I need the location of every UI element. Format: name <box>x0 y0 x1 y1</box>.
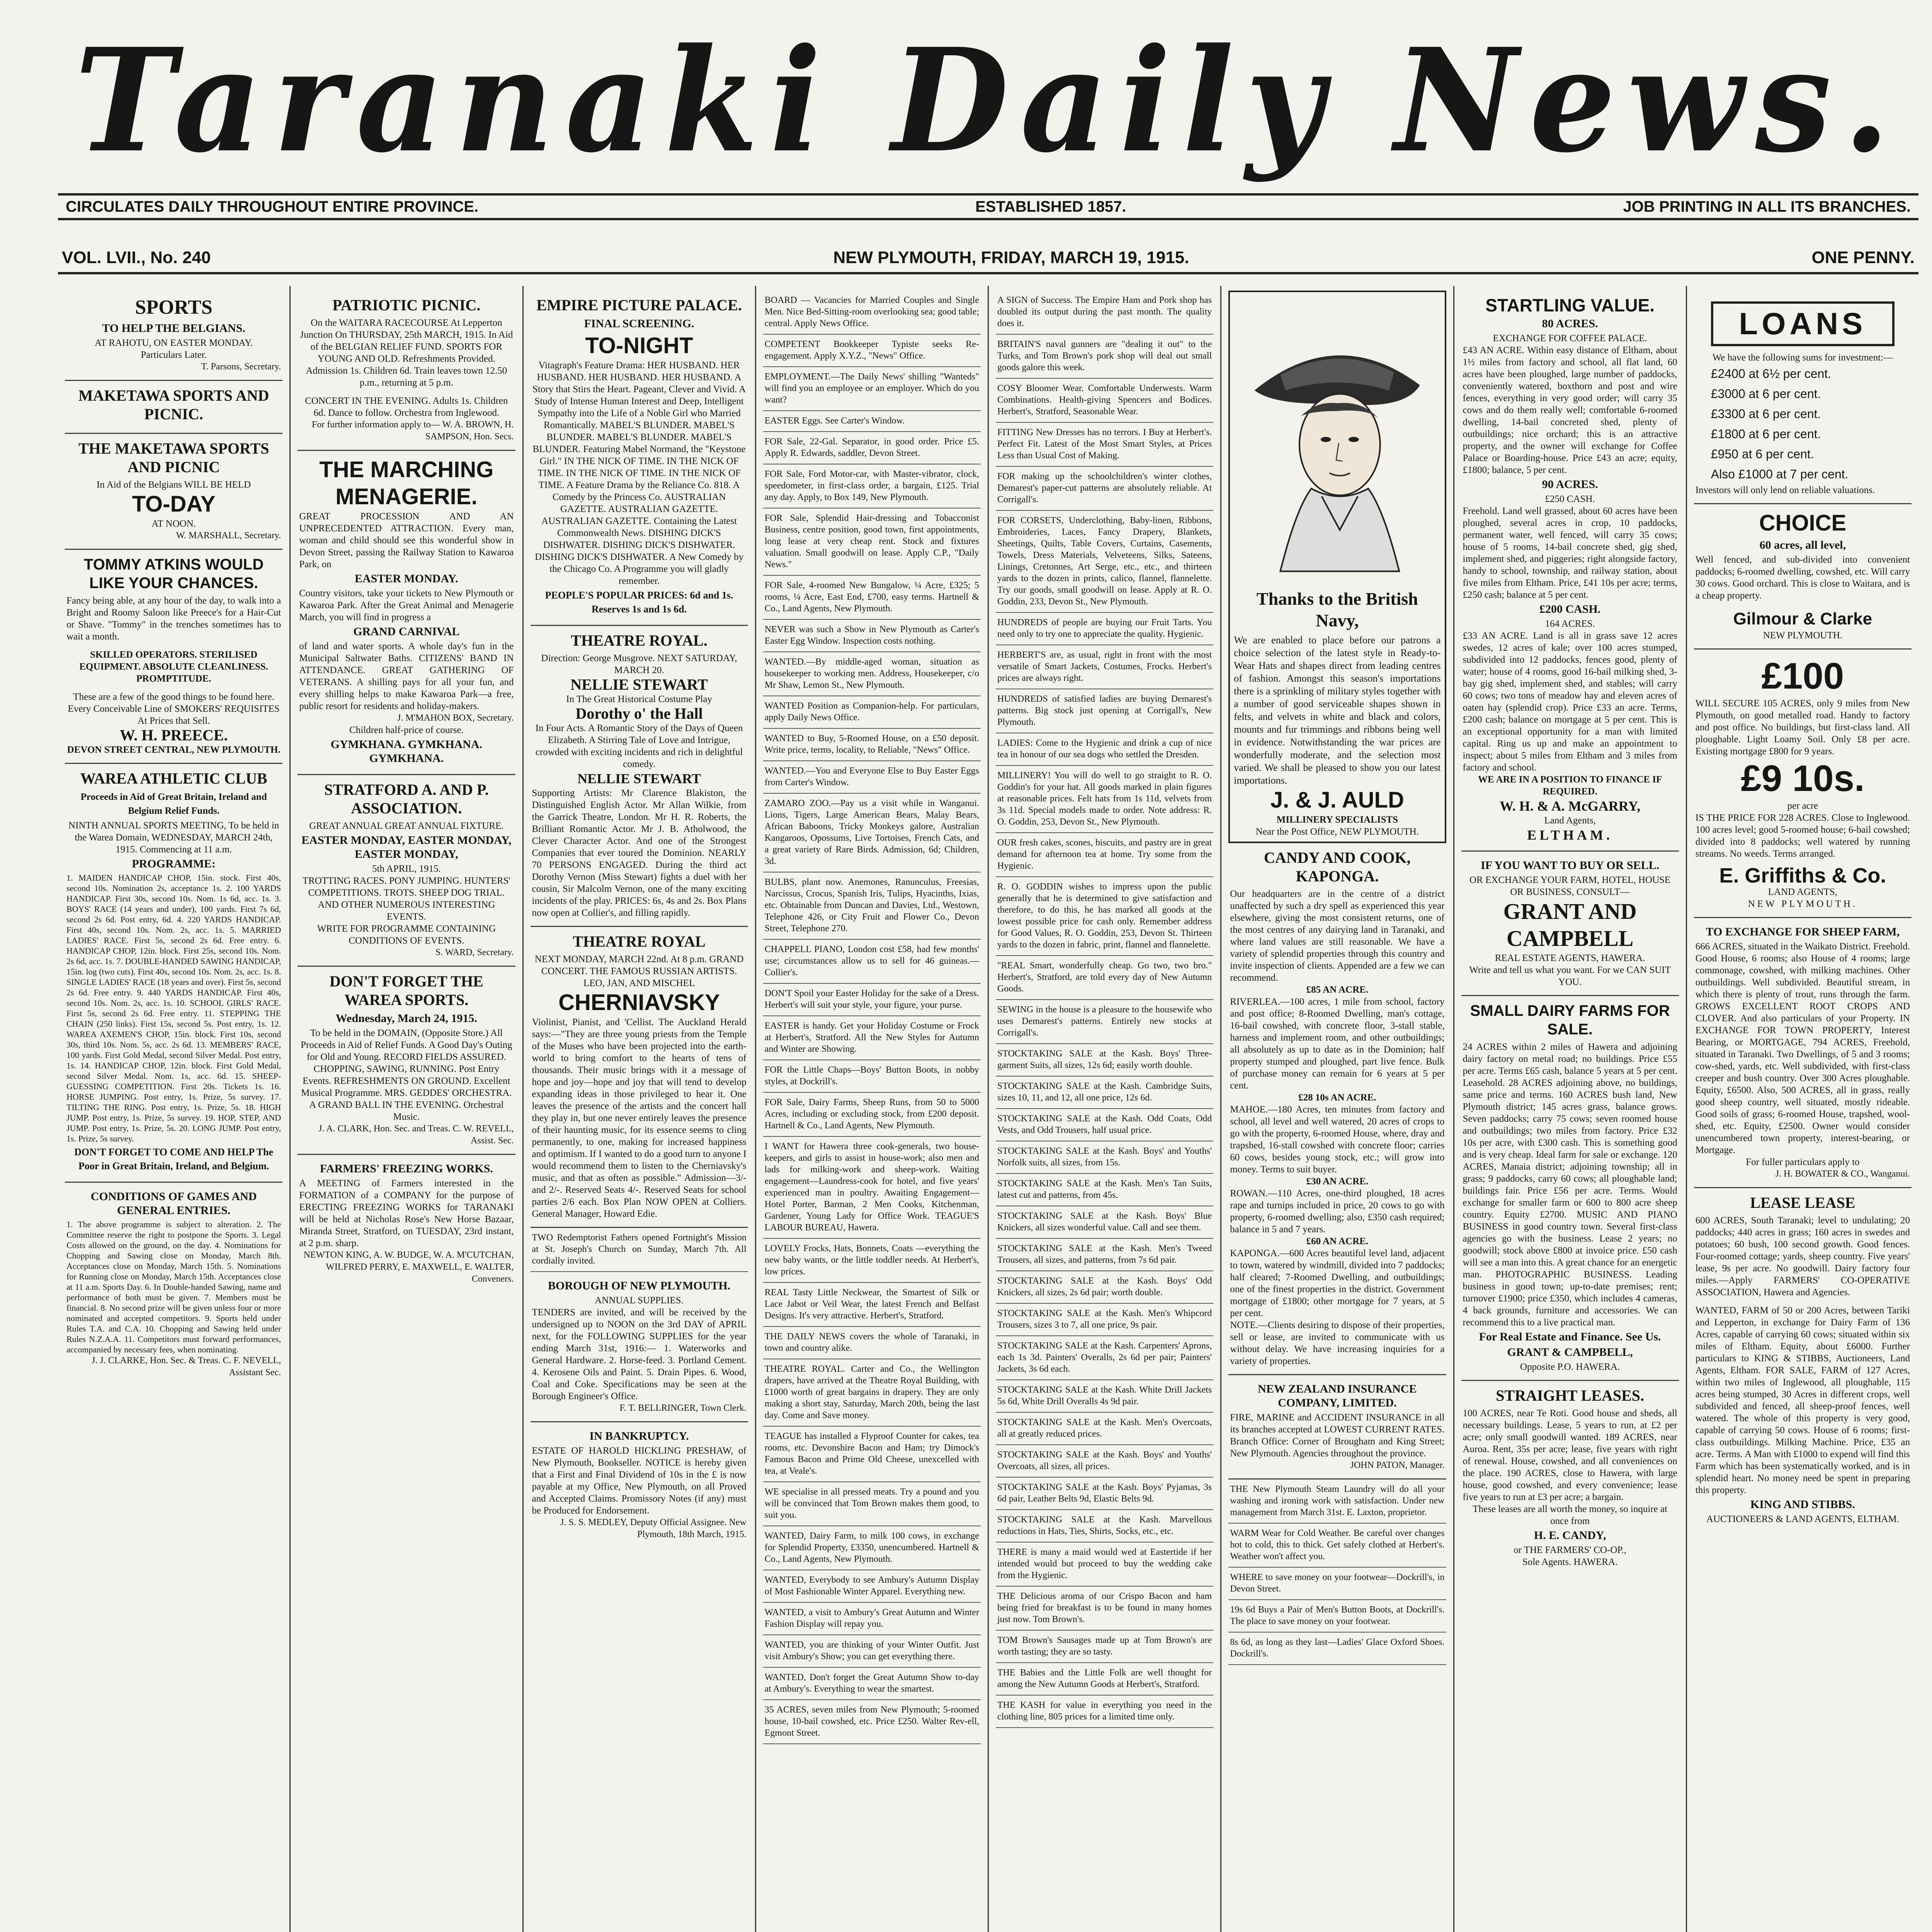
ad-subheading: REAL ESTATE AGENTS, HAWERA. <box>1495 953 1645 963</box>
classified-list <box>763 291 981 1744</box>
ad-theatre-royal-stewart <box>531 626 748 927</box>
ad-body: We are enabled to place before our patrons a choice selection of the latest style in Ready-to-Wear Hats and shapes direct from leading centres of fashion. Amongst this season's importations there is a sprinkling of military styles together with a number of good serviceable shapes shown in felts, and velvets in white and black and colors, mounts and fur trimmings and ribbons being well in evidence. Notwithstanding the war prices are wonderfully moderate, and the selection most varied. We shall be pleased to show you our latest importations. <box>1234 634 1441 786</box>
column-8 <box>1687 286 1918 1932</box>
ad-note: These leases are all worth the money, so inquire at once from <box>1473 1504 1667 1526</box>
ad-body: A MEETING of Farmers interested in the FORMATION of a COMPANY for the purpose of ERECTING FREEZING WORKS for TARANAKI will be held at Nicholas Rose's New Horse Bazaar, Miranda Street, Stratford, on TUESDAY, 23rd instant, at 2 p.m. sharp. <box>299 1178 514 1248</box>
classified-item: STOCKTAKING SALE at the Kash. White Drill Jackets 5s 6d, White Drill Overalls 4s 9d pair. <box>996 1380 1213 1413</box>
ad-heading: IN BANKRUPTCY. <box>589 1430 689 1442</box>
classified-item: STOCKTAKING SALE at the Kash. Boys' and Youths' Overcoats, all sizes, all prices. <box>996 1445 1213 1478</box>
ad-body: Violinist, Pianist, and 'Cellist. The Auckland Herald says:—"They are three young priests from the Temple of the Muses who have been projected into the earth-world to bring comfort to the hearts of tens of thousands. Their music brings with it a message of hope and joy—hope and joy that will tend to develop expanding ideas in those privileged to hear it. One leaves the presence of the artists and the concert hall they play in, but one never entirely leaves the presence of their haunting music, for its essence seems to cling permanently, to one, making for increased happiness and optimism. If I wanted to do a good turn to anyone I would recommend them to listen to the Cherniavsky's music, and that as often as possible." Admission—3/- and 2/-. Reserved Seats 4/-. Reserved Seats for school parties 2/6 each. Box Plan NOW OPEN at Colliers. General Manager, Howard Edie. <box>532 1017 747 1219</box>
ad-body: 600 ACRES, South Taranaki; level to undulating; 20 paddocks; 440 acres in grass; 160 acres in swedes and potatoes; 60 bush, 100 second growth. Good fences. Four-roomed cottage; yards, sheep country. Five years' lease, 9s per acre. No goodwill. Dairy factory four miles.—Apply FARMERS' CO-OPERATIVE ASSOCIATION, Hawera and Agencies. <box>1695 1215 1910 1298</box>
ad-borough-tenders <box>531 1272 748 1422</box>
ad-signature: Sole Agents. HAWERA. <box>1522 1557 1618 1567</box>
ad-subheading: 60 acres, all level, <box>1759 539 1846 551</box>
classified-item: WANTED.—You and Everyone Else to Buy Easter Eggs from Carter's Window. <box>763 761 981 794</box>
ad-body: GREAT PROCESSION AND AN UNPRECEDENTED ATTRACTION. Every man, woman and child should see this wonderful show in Devon Street, passing the Railway Station to Kawaroa Park, on <box>299 511 514 570</box>
classified-item: OUR fresh cakes, scones, biscuits, and pastry are in great demand for afternoon tea at home. Try some from the Hygienic. <box>996 833 1213 877</box>
classified-item: COSY Bloomer Wear. Comfortable Underwests. Warm Combinations. Health-giving Spencers and Bodices. Herbert's, Stratford, Seasonable Wear. <box>996 379 1213 423</box>
ad-note: For fuller particulars apply to <box>1746 1157 1860 1167</box>
classified-item: CHAPPELL PIANO, London cost £58, had few months' use; circumstances allow us to sell for 46 guineas.—Collier's. <box>763 940 981 984</box>
ad-body: In Four Acts. A Romantic Story of the Days of Queen Elizabeth. A Stirring Tale of Love and Intrigue, crowded with exciting incidents and rich in delightful comedy. <box>535 723 743 769</box>
property-body: £43 AN ACRE. Within easy distance of Eltham, about 1½ miles from factory and school, all flat land, 60 acres have been ploughed, large number of paddocks, conveniently watered, boxthorn and post and wire fences, everything in very good order; will carry 35 cows and do them really well; comfortable 6-roomed dwelling, 14-bail concreted shed, plenty of outbuildings; nice orchard; this is an attractive property, and the owner will exchange for Coffee Palace or Boarding-house. Price £43 an acre; equity, £1800; balance, 5 per cent. <box>1463 345 1677 475</box>
property-subheading: £250 CASH. <box>1545 494 1595 504</box>
classified-item: FOR Sale, 4-roomed New Bungalow, ¼ Acre, £325; 5 rooms, ¼ Acre, East End, £700, easy terms. Hartnell & Co., Land Agents, New Plymouth. <box>763 576 981 620</box>
ad-body: IS THE PRICE FOR 228 ACRES. Close to Inglewood. 100 acres level; good 5-roomed house; 6-bail cowshed; divided into 8 paddocks; well watered by running streams. No weeds. Terms arranged. <box>1695 813 1910 859</box>
ad-signature: J. M'MAHON BOX, Secretary. <box>397 713 514 723</box>
ad-subheading: FINAL SCREENING. <box>584 317 694 330</box>
ad-date: Wednesday, March 24, 1915. <box>335 1012 477 1025</box>
classified-item: "REAL Smart, wonderfully cheap. Go two, two bro." Herbert's, Stratford, are told every day of New Autumn Goods. <box>996 956 1213 1000</box>
property-body: £33 AN ACRE. Land is all in grass save 12 acres swedes, 12 acres of kale; over 100 acres stumped, subdivided into 12 paddocks, fences good, plenty of water; house of 4 rooms, good 16-bail milking shed, 3-bay gig shed, implement shed, and stables; will carry 60 cows; two tons of meadow hay and eleven acres of oaten hay (splendid crop). Price £33 an acre. Terms, £200 cash; balance on mortgage at 5 per cent. This is an exceptional opportunity for a man with limited capital. Ring us up and make an appointment to inspect; about 5 miles from Eltham and 3 miles from factory and school. <box>1463 631 1677 773</box>
ad-body: In Aid of the Belgians WILL BE HELD <box>97 480 251 490</box>
ad-signature: J. A. CLARK, Hon. Sec. and Treas. C. W. REVELL, Assist. Sec. <box>318 1124 514 1146</box>
ad-heading: THE MARCHING MENAGERIE. <box>319 457 494 509</box>
ad-rahotu-sports <box>65 291 282 381</box>
ad-stratford-ap <box>298 775 515 967</box>
ad-subheading: or THE FARMERS' CO-OP., <box>1514 1545 1627 1555</box>
classified-item: A SIGN of Success. The Empire Ham and Pork shop has doubled its output during the past month. The quality does it. <box>996 291 1213 335</box>
strap-left: CIRCULATES DAILY THROUGHOUT ENTIRE PROVINCE. <box>66 198 479 215</box>
ad-body: Direction: George Musgrove. NEXT SATURDAY, MARCH 20. <box>541 653 737 675</box>
classified-item: STOCKTAKING SALE at the Kash. Carpenters' Aprons, each 1s 3d. Painters' Overalls, 2s 6d per pair; Painters' Jackets, 3s 6d each. <box>996 1336 1213 1380</box>
classified-item: THEATRE ROYAL. Carter and Co., the Wellington drapers, have arrived at the Theatre Royal Building, with £1000 worth of great bargains in drapery. They are only making a short stay, Saturday, March 20th, being the last day. Come and Save money. <box>763 1359 981 1427</box>
ad-heading: IF YOU WANT TO BUY OR SELL. <box>1481 859 1660 872</box>
ad-bankruptcy <box>531 1422 748 1548</box>
ad-heading: TO EXCHANGE FOR SHEEP FARM, <box>1706 925 1900 938</box>
page-columns <box>58 286 1918 1932</box>
ad-subheading: Land Agents, <box>1544 815 1596 826</box>
ad-day: TO-NIGHT <box>585 333 693 358</box>
ad-body: SKILLED OPERATORS. STERILISED EQUIPMENT. ABSOLUTE CLEANLINESS. PROMPTITUDE. <box>79 650 268 684</box>
classified-item: FOR Sale, Ford Motor-car, with Master-vibrator, clock, speedometer, in first-class order, a bargain, £125. Trial any day. Apply, to Box 149, New Plymouth. <box>763 464 981 509</box>
classified-item: STOCKTAKING SALE at the Kash. Boys' Blue Knickers, all sizes wonderful value. Call and see them. <box>996 1206 1213 1239</box>
ad-body: Well fenced, and sub-divided into convenient paddocks; 6-roomed dwelling, cowshed, etc. Will carry 30 cows. Good orchard. This is close to Waitara, and is a cheap property. <box>1695 554 1910 601</box>
strap-right: JOB PRINTING IN ALL ITS BRANCHES. <box>1623 198 1911 215</box>
property-price: £28 10s AN ACRE. <box>1298 1092 1376 1103</box>
ad-auld-millinery <box>1228 291 1446 843</box>
volume-number: VOL. LVII., No. 240 <box>62 248 211 267</box>
classified-item: DON'T Spoil your Easter Holiday for the sake of a Dress. Herbert's will suit your style, your figure, your purse. <box>763 984 981 1016</box>
ad-mcgarry-land <box>1461 291 1679 852</box>
advertiser-address: Near the Post Office, NEW PLYMOUTH. <box>1255 827 1419 837</box>
ad-body: These are a few of the good things to be found here. Every Conceivable Line of SMOKERS' REQUISITES At Prices that Sell. <box>68 692 280 726</box>
classified-item: STOCKTAKING SALE at the Kash. Boys' Odd Knickers, all sizes, 2s 6d pair; worth double. <box>996 1271 1213 1304</box>
ad-heading: SPORTS <box>135 296 213 318</box>
classified-item: THERE is many a maid would wed at Eastertide if her intended would but proceed to buy the wedding cake from the Hygienic. <box>996 1543 1213 1587</box>
performer-name: NELLIE STEWART <box>577 771 701 786</box>
classified-item: I WANT for Hawera three cook-generals, two house-keepers, and girls to assist in house-work; also men and lads for milking-work and sheep-work. Waiting engagement—Laundress-cook for hotel, and five years' experienced man in poultry. Awaiting Engagement—Hotel Porter, Barman, 2 Men Cooks, Kitchenman, Gardener, Young Lady for Office Work. TEAGUE'S LABOUR BUREAU, Hawera. <box>763 1137 981 1239</box>
ad-grant-campbell <box>1461 852 1679 996</box>
classified-item: LOVELY Frocks, Hats, Bonnets, Coats —everything the new baby wants, or the little toddler needs. At Herbert's, low prices. <box>763 1239 981 1283</box>
ad-body: WILL SECURE 105 ACRES, only 9 miles from New Plymouth, on good metalled road. Handy to factory and post office. No buildings, but first-class land. All ploughable. Light Loamy Soil. Only £8 per acre. Existing mortgage £800 for 9 years. <box>1695 698 1910 757</box>
ad-body: GREAT ANNUAL GREAT ANNUAL FIXTURE. <box>309 821 504 831</box>
classified-item: WANTED, Dairy Farm, to milk 100 cows, in exchange for Splendid Property, £3350, unencumbered. Hartnell & Co., Land Agents, New Plymouth. <box>763 1526 981 1570</box>
property-body: RIVERLEA.—100 acres, 1 mile from school, factory and post office; 8-Roomed Dwelling, man's cottage, 16-bail cowshed, with concrete floor, 3-stall stable, harness and implement room, and other outbuildings; all absolutely as up to date as in the Dominion; half property stumped and ploughed, part live fence. Bulk of purchase money can remain for 6 years at 5 per cent. <box>1230 997 1445 1091</box>
ad-day: EASTER MONDAY. <box>354 572 458 585</box>
ad-marching-menagerie <box>298 451 515 775</box>
ad-signature: JOHN PATON, Manager. <box>1350 1460 1445 1470</box>
ad-subheading: We have the following sums for investment:— <box>1712 352 1893 363</box>
ad-maketawa-sports-2 <box>65 434 282 550</box>
ad-signature: J. J. CLARKE, Hon. Sec. & Treas. C. F. NEVELL, Assistant Sec. <box>92 1355 281 1378</box>
property-subheading: 164 ACRES. <box>1545 619 1595 629</box>
advertiser-town: NEW PLYMOUTH. <box>1748 899 1858 909</box>
ad-heading: FARMERS' FREEZING WORKS. <box>320 1162 493 1175</box>
classified-item: BULBS, plant now. Anemones, Ranunculus, Freesias, Narcissus, Crocus, Spanish Iris, Tulips, Hyacinths, Ixias, etc. Obtainable from Duncan and Davies, Ltd., Westown, Telephone 426, or City Fruit and Flower Co., Devon Street, Telephone 270. <box>763 872 981 940</box>
classified-item: 8s 6d, as long as they last—Ladies' Glace Oxford Shoes. Dockrill's. <box>1228 1633 1446 1665</box>
ad-note: Investors will only lend on reliable valuations. <box>1695 485 1875 495</box>
classified-item: SEWING in the house is a pleasure to the housewife who uses Demarest's patterns. Entirely new stocks at Corrigall's. <box>996 1000 1213 1044</box>
ad-empire-picture-palace <box>531 291 748 626</box>
classified-item: FOR making up the schoolchildren's winter clothes, Demarest's paper-cut patterns are absolutely reliable. At Corrigall's. <box>996 467 1213 511</box>
property-price: £85 AN ACRE. <box>1306 985 1369 995</box>
classified-item: HUNDREDS of people are buying our Fruit Tarts. You need only to try one to appreciate the quality. Hygienic. <box>996 613 1213 645</box>
classified-item: REAL Tasty Little Neckwear, the Smartest of Silk or Lace Jabot or Veil Wear, the latest French and Belfast Designs. It's very attractive. Herbert's, Stratford. <box>763 1283 981 1327</box>
ad-heading: STRAIGHT LEASES. <box>1496 1387 1645 1404</box>
loan-rate: Also £1000 at 7 per cent. <box>1711 467 1849 481</box>
ad-heading: THE MAKETAWA SPORTS AND PICNIC <box>78 440 269 476</box>
property-body: ROWAN.—110 Acres, one-third ploughed, 18 acres rape and turnips included in price, 20 cows to go with property, 6-roomed dwelling; also, £350 cash required; balance in 5 and 7 years. <box>1230 1188 1445 1235</box>
property-subheading: EXCHANGE FOR COFFEE PALACE. <box>1493 333 1647 344</box>
classified-item: STOCKTAKING SALE at the Kash. Boys' Three-garment Suits, all sizes, 12s 6d; easily worth double. <box>996 1044 1213 1077</box>
classified-item: STOCKTAKING SALE at the Kash. Marvellous reductions in Hats, Ties, Shirts, Socks, etc., etc. <box>996 1510 1213 1543</box>
ad-body: OR EXCHANGE YOUR FARM, HOTEL, HOUSE OR BUSINESS, CONSULT— <box>1469 875 1671 897</box>
ad-warea-athletic-club <box>65 764 282 1183</box>
loan-rate: £2400 at 6½ per cent. <box>1711 367 1832 381</box>
classified-item: STOCKTAKING SALE at the Kash. Men's Overcoats, all at greatly reduced prices. <box>996 1413 1213 1445</box>
ad-heading: CHOICE <box>1759 510 1847 536</box>
column-5 <box>989 286 1221 1932</box>
notice-redemptorist: TWO Redemptorist Fathers opened Fortnight's Mission at St. Joseph's Church on Sunday, March 7th. All cordially invited. <box>531 1228 748 1272</box>
advertiser-name: W. H. & A. McGARRY, <box>1500 798 1641 814</box>
issue-date: NEW PLYMOUTH, FRIDAY, MARCH 19, 1915. <box>833 248 1189 267</box>
masthead-strap <box>58 193 1918 220</box>
ad-preece-hairdresser <box>65 550 282 764</box>
classified-list <box>1228 1480 1446 1665</box>
ad-day: TO-DAY <box>132 492 216 517</box>
ad-nz-insurance <box>1228 1375 1446 1480</box>
classified-item: 35 ACRES, seven miles from New Plymouth; 5-roomed house, 10-bail cowshed, etc. Price £250. Walter Rev-ell, Egmont Street. <box>763 1700 981 1744</box>
classified-item: THE Babies and the Little Folk are well thought for among the New Autumn Goods at Herbert's, Stratford. <box>996 1663 1213 1696</box>
ad-body: Vitagraph's Feature Drama: HER HUSBAND. HER HUSBAND. HER HUSBAND. HER HUSBAND. A Story that Stirs the Heart. Pageant, Clever and Vivid. A Study of Intense Human Interest and Deep, Intelligent Sympathy into the Life of a Noble Girl who Married Romantically. MABEL'S BLUNDER. MABEL'S BLUNDER. MABEL'S BLUNDER. MABEL'S BLUNDER. Featuring Mabel Normand, the "Keystone Girl." IN THE NICK OF TIME. IN THE NICK OF TIME. IN THE NICK OF TIME. IN THE NICK OF TIME. A Feature Drama by the Reliance Co. 818. A Comedy by the Princess Co. AUSTRALIAN GAZETTE. AUSTRALIAN GAZETTE. AUSTRALIAN GAZETTE. Containing the Latest Commonwealth News. DISHING DICK'S DISHWATER. DISHING DICK'S DISHWATER. DISHING DICK'S DISHWATER. A New Comedy by the Chicago Co. A Programme you will gladly remember. <box>532 360 746 586</box>
programme-list: 1. MAIDEN HANDICAP CHOP, 15in. stock. First 40s, second 10s. Nomination 2s, acceptance 1s. 2. 100 YARDS HANDICAP. First 30s, second 10s. Nom. 1s 6d, acc. 1s. 3. BOYS' RACE (14 years and under), 100 yards. First 7s 6d, second 2s 6d. Post entry, 6d. 4. 220 YARDS HANDICAP. First 40s, second 10s. Nom. 2s, acc. 1s. 5. MARRIED LADIES' RACE. First 5s, second 2s 6d. Free entry. 6. HANDICAP CHOP, 12in. block. First 25s, second 10s. Nom. 2s 6d, acc. 1s. 7. DOUBLE-HANDED SAWING HANDICAP, 15in. log (two cuts). First 40s, second 10s. Nom. 2s, acc. 1s. 8. SINGLE LADIES' RACE (18 years and over). First 5s, second 2s 6d. Free entry. 9. 440 YARDS HANDICAP. First 40s, second 10s. Nom. 2s, acc. 1s. 10. SCHOOL GIRLS' RACE. First 5s, second 2s 6d. Free entry. 11. STEPPING THE CHAIN (250 links). First 15s, second 5s. Post entry, 1s. 12. WAREA AXEMEN'S CHOP, 15in. block. First 10s, second 30s, third 10s. Nom. 5s, acc. 2s 6d. 13. MEMBERS' RACE, 100 yards. First Gold Medal, second Silver Medal. Post entry, 1s. 14. HANDICAP CHOP, 12in. block. First Gold Medal, second Silver Medal. Nom. 1s, acc. 6d. 15. SHEEP-GUESSING COMPETITION. First 20s. Tickets 1s. 16. HORSE JUMPING. Post entry, 1s. Prize, 5s survey. 17. TILTING THE RING. Post entry, 1s. Prize, 5s. 18. HIGH JUMP. Post entry, 1s. Prize, 5s survey. 19. HOP, STEP, AND JUMP. Post entry, 1s. Prize, 5s. 20. LONG JUMP. Post entry, 1s. Prize, 5s survey. <box>66 873 281 1143</box>
ad-body: Particulars Later. <box>141 350 207 360</box>
column-3 <box>524 286 756 1932</box>
ad-candy-and-cook <box>1228 843 1446 1375</box>
ad-theatre-royal-cherniavsky <box>531 927 748 1228</box>
ad-body: AT NOON. <box>151 519 196 529</box>
ad-body: of land and water sports. A whole day's fun in the Municipal Saltwater Baths. CITIZENS' BAND IN ATTENDANCE. GREAT GATHERING OF VETERANS. A shilling pays for all your fun, and every shilling helps to make Kawaroa Park—a free, public resort for residents and holiday-makers. <box>299 641 514 711</box>
ad-heading: CONDITIONS OF GAMES AND GENERAL ENTRIES. <box>90 1190 257 1217</box>
ad-body: To be held in the DOMAIN, (Opposite Store.) All Proceeds in Aid of Relief Funds. A Good Day's Outing for Old and Young. RECORD FIELDS ASSURED. CHOPPING, SAWING, RUNNING. Post Entry Events. REFRESHMENTS ON GROUND. Excellent Musical Programme. MRS. GEDDES' ORCHESTRA. A GRAND BALL IN THE EVENING. Orchestral Music. <box>301 1028 512 1122</box>
property-heading: 80 ACRES. <box>1542 317 1598 330</box>
dateline-bar <box>58 247 1918 274</box>
ad-signature: NEWTON KING, A. W. BUDGE, W. A. M'CUTCHAN, WILFRED PERRY, E. MAXWELL, E. WALTER, Conveners. <box>303 1250 514 1284</box>
classified-item: EMPLOYMENT.—The Daily News' shilling "Wanteds" will find you an employee or an employer. Which do you want? <box>763 367 981 411</box>
classified-item: STOCKTAKING SALE at the Kash. Boys' Pyjamas, 3s 6d pair, Leather Belts 9d, Elastic Belts 9d. <box>996 1478 1213 1510</box>
ad-small-dairy-farms <box>1461 996 1679 1381</box>
ad-prices: PEOPLE'S POPULAR PRICES: 6d and 1s. Reserves 1s and 1s 6d. <box>545 590 733 615</box>
ad-subheading: TO HELP THE BELGIANS. <box>102 322 245 335</box>
classified-item: FOR Sale, Dairy Farms, Sheep Runs, from 50 to 5000 Acres, including or excluding stock, from £200 deposit. Hartnell & Co., Land Agents, New Plymouth. <box>763 1093 981 1137</box>
ad-heading: NEW ZEALAND INSURANCE COMPANY, LIMITED. <box>1258 1383 1417 1409</box>
ad-heading: THEATRE ROYAL <box>573 933 706 950</box>
classified-item: WE specialise in all pressed meats. Try a pound and you will be convinced that Tom Brown makes them good, to suit you. <box>763 1482 981 1526</box>
advertiser-name: KING AND STIBBS. <box>1750 1498 1855 1511</box>
ad-signature: J. S. S. MEDLEY, Deputy Official Assignee. New Plymouth, 18th March, 1915. <box>560 1517 747 1539</box>
ad-body: 100 ACRES, near Te Roti. Good house and sheds, all necessary buildings. Lease, 5 years to run, at £2 per acre; only small goodwill wanted. 189 ACRES, near Auroa. Rent, 35s per acre; lease, five years with right of renewal. House, cowshed, and all conveniences on the place. 190 ACRES, close to Hawera, with large house, good cowshed, and every convenience; lease five years to run at £3 per acre; a bargain. <box>1463 1408 1677 1502</box>
ad-subheading: GYMKHANA. GYMKHANA. GYMKHANA. <box>330 738 483 765</box>
loan-rates-list <box>1696 364 1910 484</box>
ad-signature: J. H. BOWATER & CO., Wanganui. <box>1775 1169 1910 1179</box>
ad-body: AT RAHOTU, ON EASTER MONDAY. <box>94 338 253 348</box>
ad-heading: Thanks to the British Navy, <box>1256 589 1418 630</box>
classified-item: COMPETENT Bookkeeper Typiste seeks Re-engagement. Apply X.Y.Z., "News" Office. <box>763 335 981 367</box>
performer-name: CHERNIAVSKY <box>558 990 720 1015</box>
classified-item: WANTED, a visit to Ambury's Great Autumn and Winter Fashion Display will repay you. <box>763 1603 981 1635</box>
ad-body: 5th APRIL, 1915. <box>372 864 441 874</box>
classified-item: ZAMARO ZOO.—Pay us a visit while in Wanganui. Lions, Tigers, Large American Bears, Malay Bears, African Baboons, Tricky Monkeys galore, Australian Kangaroos, Opossums, Live Tortoises, French Cats, and a great variety of Rare Birds. Admission, 6d; Children, 3d. <box>763 794 981 872</box>
ad-freezing-works <box>298 1155 515 1292</box>
ad-heading: SMALL DAIRY FARMS FOR SALE. <box>1470 1002 1670 1038</box>
column-2 <box>291 286 523 1932</box>
classified-item: WHERE to save money on your footwear—Dockrill's, in Devon Street. <box>1228 1568 1446 1600</box>
ad-price: £100 <box>1761 655 1844 697</box>
masthead <box>58 15 1918 185</box>
loan-rate: £1800 at 6 per cent. <box>1711 427 1821 441</box>
classified-item: STOCKTAKING SALE at the Kash. Men's Tan Suits, latest cut and patterns, from 45s. <box>996 1174 1213 1206</box>
ad-signature: AUCTIONEERS & LAND AGENTS, ELTHAM. <box>1706 1514 1899 1524</box>
classified-item: THE Delicious aroma of our Crispo Bacon and ham being fried for breakfast is to be found in many homes just now. Tom Brown's. <box>996 1587 1213 1631</box>
classified-item: WANTED to Buy, 5-Roomed House, on a £50 deposit. Write price, terms, locality, to Reliable, "News" Office. <box>763 729 981 761</box>
classified-item: BRITAIN'S naval gunners are "dealing it out" to the Turks, and Tom Brown's pork shop will deal out small goods galore this week. <box>996 335 1213 379</box>
performer-name: NELLIE STEWART <box>570 676 708 693</box>
ad-heading: LEASE LEASE <box>1750 1194 1855 1211</box>
ad-signature: S. WARD, Secretary. <box>435 947 514 957</box>
property-body: KAPONGA.—600 Acres beautiful level land, adjacent to town, watered by windmill, divided into 7 paddocks; half cleared; 7-Roomed Dwelling, and outbuildings; one of the finest properties in the district. Government mortgage of £1800; other mortgage for 7 years, at 5 per cent. <box>1230 1248 1445 1318</box>
ad-body: In The Great Historical Costume Play <box>566 694 713 704</box>
ad-body: TENDERS are invited, and will be received by the undersigned up to NOON on the 3rd DAY of APRIL next, for the FOLLOWING SUPPLIES for the year ending March 31st, 1916:— 1. Waterworks and General Hardware. 2. Horse-feed. 3. Portland Cement. 4. Kerosene Oils and Paint. 5. Drain Pipes. 6. Wood, Coal and Coke. Specifications may be seen at the Borough Engineer's Office. <box>532 1307 747 1401</box>
classified-item: THE DAILY NEWS covers the whole of Taranaki, in town and country alike. <box>763 1327 981 1359</box>
ad-body: 1. The above programme is subject to alteration. 2. The Committee reserve the right to postpone the Sports. 3. Legal Costs allowed on the ground, on the day. 4. Nominations for Chopping and Sawing close on Monday, March 8th. Acceptances close on Monday, March 15th. 5. Nominations for Running close on Monday, March 15th. Acceptances close at 11 a.m. Sports Day. 6. In Double-handed Sawing, name and performance of both must be given. 7. Members must be financial. 8. No second prize will be given unless four or more nominated and accepted competitors. 9. Sports held under Rules T.A. and C.A. 10. Chopping and Sawing held under Rules N.Z.A.A. 11. Competitors must forward performances, accompanied by necessary fees, when nominating. <box>66 1219 281 1354</box>
advertiser-name: Gilmour & Clarke <box>1733 609 1872 628</box>
classified-item: R. O. GODDIN wishes to impress upon the public generally that he is determined to give satisfaction and therefore, to do this, he has marked all goods at the lowest possible price for cash only. Remember address for Good Values, R. O. Goddin, 253, Devon St. Thirteen yards to the dozen in fabric, print, flannel and flannelette. <box>996 877 1213 956</box>
classified-item: WARM Wear for Cold Weather. Be careful over changes hot to cold, this to thick. Get safely clothed at Herbert's. Weather won't affect you. <box>1228 1524 1446 1568</box>
ad-body: ESTATE OF HAROLD HICKLING PRESHAW, of New Plymouth, Bookseller. NOTICE is hereby given that a First and Final Dividend of 10s in the £ is now payable at my Office, New Plymouth, on all Proved and Accepted Claims. Promissory Notes (if any) must be Produced for Endorsement. <box>532 1446 747 1516</box>
ad-warea-sports-2 <box>298 967 515 1155</box>
ad-maketawa-sports-1 <box>65 381 282 434</box>
ad-heading: LOANS <box>1711 301 1895 346</box>
loan-rate: £3300 at 6 per cent. <box>1711 407 1821 421</box>
advertiser-name: W. H. PREECE. <box>119 726 228 744</box>
property-price: £30 AN ACRE. <box>1306 1176 1369 1187</box>
classified-item: EASTER is handy. Get your Holiday Costume or Frock at Herbert's, Stratford. All the New Styles for Autumn and Winter are Showing. <box>763 1016 981 1060</box>
ad-body: Write and tell us what you want. For we CAN SUIT YOU. <box>1469 965 1671 987</box>
column-7 <box>1454 286 1687 1932</box>
ad-heading: TOMMY ATKINS WOULD LIKE YOUR CHANCES. <box>84 556 264 592</box>
ad-subheading: ANNUAL SUPPLIES. <box>595 1295 684 1306</box>
property-price: £60 AN ACRE. <box>1306 1236 1369 1247</box>
classified-item: WANTED, Everybody to see Ambury's Autumn Display of Most Fashionable Winter Apparel. Everything new. <box>763 1570 981 1603</box>
ad-heading: WAREA ATHLETIC CLUB <box>80 770 267 787</box>
classified-item: FOR Sale, 22-Gal. Separator, in good order. Price £5. Apply R. Edwards, saddler, Devon Street. <box>763 432 981 464</box>
classified-item: STOCKTAKING SALE at the Kash. Boys' and Youths' Norfolk suits, all sizes, from 15s. <box>996 1141 1213 1174</box>
ad-note: Children half-price of course. <box>349 725 464 735</box>
advertiser-address: DEVON STREET CENTRAL, NEW PLYMOUTH. <box>67 745 281 755</box>
classified-item: TEAGUE has installed a Flyproof Counter for cakes, tea rooms, etc. Devonshire Bacon and Ham; try Dimock's Famous Bacon and Prime Old Cheese, unexcelled with tea, at Veale's. <box>763 1427 981 1482</box>
classified-item: STOCKTAKING SALE at the Kash. Odd Coats, Odd Vests, and Odd Trousers, half usual price. <box>996 1109 1213 1141</box>
classified-item: WANTED, you are thinking of your Winter Outfit. Just visit Ambury's Show; you can get everything there. <box>763 1635 981 1668</box>
classified-item: WANTED.—By middle-aged woman, situation as housekeeper to working men. Address, Housekeeper, c/o Mr Shaw, Lemon St., New Plymouth. <box>763 652 981 696</box>
ad-bowater-exchange <box>1694 918 1912 1188</box>
ad-heading: DON'T FORGET THE WAREA SPORTS. <box>329 973 483 1009</box>
ad-heading: THEATRE ROYAL. <box>571 632 707 649</box>
advertiser-name: J. & J. AULD <box>1270 787 1404 813</box>
ad-heading: EMPIRE PICTURE PALACE. <box>536 296 742 314</box>
strap-center: ESTABLISHED 1857. <box>975 198 1126 215</box>
ad-body: Our headquarters are in the centre of a district unaffected by such a dry spell as experienced this year elsewhere, giving the most consistent returns, one of the most centres of any dairying land in Taranaki, and where land values are still reasonable. We have a variety of splendid properties through this country and invite inspection of clients. Appended are a few we can recommend. <box>1230 889 1445 983</box>
property-body: Freehold. Land well grassed, about 60 acres have been ploughed, several acres in crop, 10 paddocks, permanent water, well fenced, will carry 35 cows; house of 5 rooms, 14-bail concrete shed, gig shed, implement shed, and piggeries; right alongside factory, handy to school, township, and railway station, about five miles from Eltham. Price, £41 10s per acre; terms, £250 cash; balance at 5 per cent. <box>1463 506 1677 600</box>
ad-subheading: per acre <box>1787 801 1818 811</box>
classified-item: FOR Sale, Splendid Hair-dressing and Tobacconist Business, centre position, good town, first appointments, long lease at very cheap rent. Stock and fixtures valuation. Small goodwill on lease. Apply C.P., "Daily News." <box>763 509 981 576</box>
ad-subheading: GRAND CARNIVAL <box>353 625 460 638</box>
classified-item: NEVER was such a Show in New Plymouth as Carter's Easter Egg Window. Inspection costs nothing. <box>763 620 981 652</box>
ad-heading: MAKETAWA SPORTS AND PICNIC. <box>78 387 269 423</box>
classified-item: STOCKTAKING SALE at the Kash. Cambridge Suits, sizes 10, 11, and 12, all one price, 12s 6d. <box>996 1077 1213 1109</box>
ad-body: CONCERT IN THE EVENING. Adults 1s. Children 6d. Dance to follow. Orchestra from Inglewood. <box>305 396 508 418</box>
issue-price: ONE PENNY. <box>1811 248 1915 267</box>
ad-conditions <box>65 1183 282 1386</box>
ad-subheading: LAND AGENTS, <box>1768 887 1837 897</box>
ad-griffiths-land <box>1694 650 1912 918</box>
advertiser-name: E. Griffiths & Co. <box>1719 864 1886 887</box>
ad-body: 666 ACRES, situated in the Waikato District. Freehold. Good House, 6 rooms; also House of 4 rooms; large commonage, cowshed, with milking machines. Other outbuildings. Well subdivided. Beautiful stream, in which there is plenty of trout, runs through the farm. GROWS EXCELLENT ROOT CROPS AND CLOVER. And also particulars of your Property. IN EXCHANGE FOR TOWN PROPERTY, Interest Bearing, or MORTGAGE, 794 ACRES, Freehold, situated in Taranaki. Two Dwellings, of 5 and 3 rooms; cow-shed, yards, etc. Well subdivided, with first-class creeper and bush country. Over 300 Acres ploughable. Equity, £6500. Also, 500 ACRES, all in grass, really good sheep country, well situated, mostly rideable. Good soils of grass; 6-roomed House, trapshed, wool-shed, etc. Equity, £2500. Owner would consider unencumbered town property, interest-bearing, or Mortgage. <box>1695 941 1910 1155</box>
property-heading: 90 ACRES. <box>1542 478 1598 491</box>
advertiser-name: GRANT AND CAMPBELL <box>1503 899 1637 951</box>
advertiser-town: ELTHAM. <box>1527 827 1613 843</box>
ad-signature: W. MARSHALL, Secretary. <box>176 531 281 541</box>
ad-body: Supporting Artists: Mr Clarence Blakiston, the Distinguished English Actor. Mr Allan Wilkie, from the Garrick Theatre, London. Mr H. R. Roberts, the Brilliant Romantic Actor. Mr J. B. Atholwood, the Clever Character Actor. And one of the Strongest Companies that ever toured the Dominion. NEARLY 70 PERSONS ENGAGED. During the third act Dorothy Vernon (Miss Stewart) fights a duel with her cousin, Sir Malcolm Vernon, one of the many exciting incidents of the play. PRICES: 6s, 4s and 2s. Box Plans now open at Collier's, and filling rapidly. <box>532 788 747 918</box>
woman-in-hat-illustration <box>1234 299 1440 585</box>
ad-note: WE ARE IN A POSITION TO FINANCE IF REQUIRED. <box>1478 774 1662 797</box>
ad-price: £9 10s. <box>1741 758 1865 799</box>
newspaper-title: Taranaki Daily News. <box>75 17 1902 184</box>
ad-signature: For further information apply to— W. A. BROWN, H. SAMPSON, Hon. Secs. <box>311 420 514 442</box>
advertiser-name: H. E. CANDY, <box>1534 1529 1606 1542</box>
column-4 <box>756 286 989 1932</box>
property-body: MAHOE.—180 Acres, ten minutes from factory and school, all level and well watered, 20 acres of crops to go with the property, 6-roomed House, where, dray and trapshed, 16-stall cowshed with concrete floor; carries 60 cows, besides young stock, etc.; will grow into money. Terms to suit buyer. <box>1230 1104 1445 1175</box>
ad-signature: F. T. BELLRINGER, Town Clerk. <box>619 1403 747 1413</box>
ad-patriotic-picnic <box>298 291 515 451</box>
ad-subheading: For Real Estate and Finance. See Us. <box>1479 1330 1661 1343</box>
ad-heading: CANDY AND COOK, KAPONGA. <box>1264 849 1411 885</box>
classified-list <box>996 291 1213 1728</box>
classified-item: 19s 6d Buys a Pair of Men's Button Boots, at Dockrill's. The place to save money on your footwear. <box>1228 1600 1446 1633</box>
ad-subheading: MILLINERY SPECIALISTS <box>1276 815 1398 825</box>
classified-item: BOARD — Vacancies for Married Couples and Single Men. Nice Bed-Sitting-room overlooking sea; good table; central. Apply News Office. <box>763 291 981 335</box>
classified-item: MILLINERY! You will do well to go straight to R. O. Goddin's for your hat. All goods marked in plain figures at reasonable prices. Felt hats from 1s 11d, velvets from 3s 11d. Special models made to order. Note address: R. O. Goddin, 253, Devon St., New Plymouth. <box>996 766 1213 833</box>
classified-item: TOM Brown's Sausages made up at Tom Brown's are worth tasting; they are so tasty. <box>996 1631 1213 1663</box>
classified-item: STOCKTAKING SALE at the Kash. Men's Tweed Trousers, all sizes, and patterns, from 7s 6d pair. <box>996 1239 1213 1271</box>
ad-heading: STRATFORD A. AND P. ASSOCIATION. <box>324 781 489 817</box>
column-6 <box>1221 286 1454 1932</box>
ad-lease-king-stibbs <box>1694 1188 1912 1532</box>
ad-subheading: PROGRAMME: <box>132 857 216 870</box>
ad-body: Country visitors, take your tickets to New Plymouth or Kawaroa Park. After the Great Animal and Menagerie March, you will find in progress a <box>299 588 514 622</box>
classified-item: WANTED, Don't forget the Great Autumn Show to-day at Ambury's. Everything to wear the smartest. <box>763 1668 981 1700</box>
ad-choice-60-acres <box>1694 504 1912 650</box>
column-1 <box>58 286 291 1932</box>
ad-loans <box>1694 291 1912 504</box>
classified-item: STOCKTAKING SALE at the Kash. Men's Whipcord Trousers, sizes 3 to 7, all one price, 9s pair. <box>996 1304 1213 1336</box>
ad-body: WRITE FOR PROGRAMME CONTAINING CONDITIONS OF EVENTS. <box>317 923 496 946</box>
classified-item: LADIES: Come to the Hygienic and drink a cup of nice tea in honour of our sea dogs who settled the Dresden. <box>996 733 1213 766</box>
ad-body: On the WAITARA RACECOURSE At Lepperton Junction On THURSDAY, 25th MARCH, 1915. In Aid of the BELGIAN RELIEF FUND. SPORTS FOR YOUNG AND OLD. Refreshments Provided. Admission 1s. Children 6d. Train leaves town 12.50 p.m., returning at 5 p.m. <box>300 318 513 388</box>
ad-subheading: Proceeds in Aid of Great Britain, Ireland and Belgium Relief Funds. <box>80 792 267 816</box>
ad-signature: T. Parsons, Secretary. <box>201 362 281 372</box>
ad-body: NEXT MONDAY, MARCH 22nd. At 8 p.m. GRAND CONCERT. THE FAMOUS RUSSIAN ARTISTS. LEO, JAN, AND MISCHEL <box>534 954 744 988</box>
ad-dates: EASTER MONDAY, EASTER MONDAY, EASTER MONDAY, <box>301 834 512 861</box>
ad-body: 24 ACRES within 2 miles of Hawera and adjoining dairy factory on metal road; no buildings. Price £55 per acre. Terms £65 cash, balance 5 years at 5 per cent. Leasehold. 28 ACRES adjoining above, no buildings, same price and terms. 160 ACRES bush land, New Plymouth district; 145 acres grass, balance grows. Seven paddocks; carry 75 cows; seven roomed house and outbuildings; two miles from factory. Price £32 10s per acre, with £300 cash. This is something good and is very cheap. Ideal farm for sale or exchange. 120 ACRES, Manaia district; adjoining township; all in grass; 9 paddocks, carry 60 cows; all ploughable land; buildings fair. Price £56 per acre. Terms. Would exchange for smaller farm or 600 to 800 acre sheep country. Equity £2700. MUSIC AND PIANO BUSINESS in good country town. Several first-class agencies go with the business. Lease 2 years; no goodwill; stock above £800 at invoice price. £50 cash will see a man into this. A great chance for an energetic man. PHOTOGRAPHIC BUSINESS. Leading business in good town; up-to-date premises; rent; turnover £1900; price £350, which includes 4 cameras, 4 back grounds, furniture and accessories. We can recommend this to a live practical man. <box>1463 1042 1677 1328</box>
ad-heading: STARTLING VALUE. <box>1485 295 1655 315</box>
advertiser-name: GRANT & CAMPBELL, <box>1507 1346 1633 1359</box>
classified-item: FITTING New Dresses has no terrors. I Buy at Herbert's. Perfect Fit. Latest of the Most Smart Styles, at Prices Less than Usual Cost of Making. <box>996 423 1213 467</box>
play-title: Dorothy o' the Hall <box>575 705 703 722</box>
property-heading: £200 CASH. <box>1539 603 1601 616</box>
ad-note: DON'T FORGET TO COME AND HELP The Poor in Great Britain, Ireland, and Belgium. <box>74 1146 274 1172</box>
classified-item: EASTER Eggs. See Carter's Window. <box>763 411 981 432</box>
classified-item: WANTED Position as Companion-help. For particulars, apply Daily News Office. <box>763 696 981 729</box>
classified-item: HUNDREDS of satisfied ladies are buying Demarest's patterns. Big stock just opening at Corrigall's, New Plymouth. <box>996 689 1213 733</box>
classified-item: FOR CORSETS, Underclothing, Baby-linen, Ribbons, Embroideries, Laces, Fancy Drapery, Blankets, Sheetings, Quilts, Table Covers, Curtains, Casements, Towels, Dress Materials, Velveteens, Silks, Sateens, Linings, Cretonnes, Art Serge, etc., etc., and thirteen yards to the dozen in prints, calico, flannel, flannelette. Try our goods, small goodwill on lease. Apply at R. O. Goddin, 233, Devon St., New Plymouth. <box>996 511 1213 613</box>
classified-item: HERBERT'S are, as usual, right in front with the most versatile of Smart Jackets, Costumes, Frocks. Herbert's prices are always right. <box>996 645 1213 689</box>
loan-rate: £950 at 6 per cent. <box>1711 447 1814 461</box>
ad-heading: BOROUGH OF NEW PLYMOUTH. <box>548 1279 731 1292</box>
ad-body: TROTTING RACES. PONY JUMPING. HUNTERS' COMPETITIONS. TROTS. SHEEP DOG TRIAL. AND OTHER NUMEROUS INTERESTING EVENTS. <box>302 876 511 922</box>
ad-body: WANTED, FARM of 50 or 200 Acres, between Tariki and Lepperton, in exchange for Dairy Farm of 136 Acres, capable of carrying 60 cows; situated within six miles of Eltham. Equity, about £6000. Further particulars to KING & STIBBS, Auctioneers, Land Agents, Eltham. FOR SALE, FARM of 127 Acres, within two miles of Inglewood, all ploughable, 115 acres being stumped, 30 Acres in different crops, well subdivided and fenced, all sheep-proof fences, well watered. The whole of this property is very good, capable of carrying 50 cows. House of 6 rooms; first-class outbuildings. Milking Machine. Price, £35 an acre. Terms. A Man with £1000 to expend will find this Farm which has been systematically worked, and is in splendid heart. No money need be spent in preparing this property. <box>1695 1305 1910 1495</box>
loan-rate: £3000 at 6 per cent. <box>1711 387 1821 401</box>
ad-body: NINTH ANNUAL SPORTS MEETING, To be held in the Warea Domain, WEDNESDAY, MARCH 24th, 1915. Commencing at 11 a.m. <box>68 820 279 855</box>
classified-item: THE New Plymouth Steam Laundry will do all your washing and ironing work with satisfaction. Under new management from March 31st. E. Laxton, proprietor. <box>1228 1480 1446 1524</box>
ad-note: NOTE.—Clients desiring to dispose of their properties, sell or lease, are invited to communicate with us without delay. We have increasing inquiries for a variety of properties. <box>1230 1320 1445 1366</box>
ad-heading: PATRIOTIC PICNIC. <box>332 296 481 314</box>
advertiser-address: Opposite P.O. HAWERA. <box>1520 1362 1620 1372</box>
ad-body: FIRE, MARINE and ACCIDENT INSURANCE in all its branches accepted at LOWEST CURRENT RATES. Branch Office: Corner of Brougham and King Street; New Plymouth. Agencies throughout the province. <box>1230 1412 1445 1459</box>
advertiser-town: NEW PLYMOUTH. <box>1763 630 1843 641</box>
ad-body: Fancy being able, at any hour of the day, to walk into a Bright and Roomy Saloon like Preece's for a Hair-Cut or Shave. "Tommy" in the trenches sometimes has to wait a month. <box>66 595 281 642</box>
classified-item: THE KASH for value in everything you need in the clothing line, 805 prices for a limited time only. <box>996 1696 1213 1728</box>
classified-item: FOR the Little Chaps—Boys' Button Boots, in nobby styles, at Dockrill's. <box>763 1060 981 1093</box>
ad-straight-leases <box>1461 1381 1679 1575</box>
